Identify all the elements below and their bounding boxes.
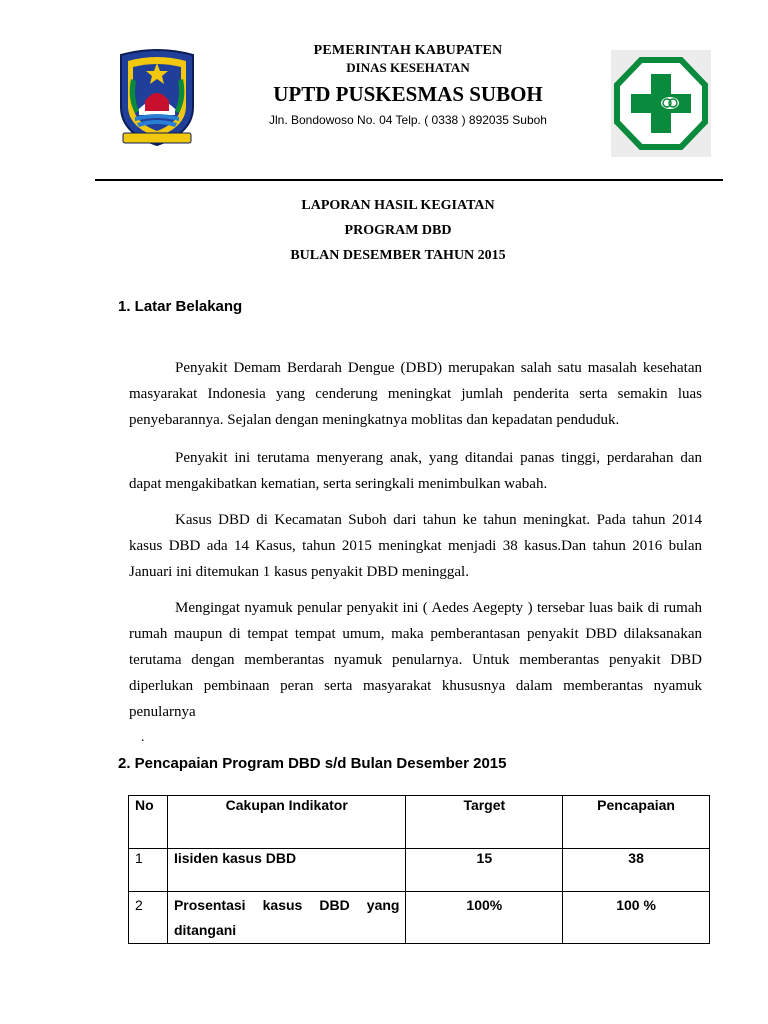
header-no: No	[129, 796, 168, 849]
header-achievement: Pencapaian	[563, 796, 710, 849]
header-agency-line: DINAS KESEHATAN	[346, 60, 470, 75]
header-title: UPTD PUSKESMAS SUBOH	[273, 82, 543, 106]
header-government-line: PEMERINTAH KABUPATEN	[313, 43, 503, 58]
header-divider	[95, 179, 723, 181]
paragraph-2: Penyakit ini terutama menyerang anak, yang ditandai panas tinggi, perdarahan dan dapat mengakibatkan kematian, serta seringkali menimbulkan wabah.	[129, 450, 702, 492]
report-title-line1: LAPORAN HASIL KEGIATAN	[301, 198, 495, 213]
section1-heading: 1. Latar Belakang	[118, 298, 243, 315]
stray-dot: .	[141, 730, 145, 745]
table-row	[129, 892, 710, 944]
paragraph-3: Kasus DBD di Kecamatan Suboh dari tahun ke tahun meningkat. Pada tahun 2014 kasus DBD ada 14 Kasus, tahun 2015 meningkat menjadi 38 kasus.Dan tahun 2016 bulan Januari ini ditemukan 1 kasus penyakit DBD meninggal.	[129, 512, 702, 580]
row1-achievement: 38	[563, 849, 710, 892]
report-title-line2: PROGRAM DBD	[344, 223, 452, 238]
row1-target: 15	[406, 849, 563, 892]
paragraph-1: Penyakit Demam Berdarah Dengue (DBD) merupakan salah satu masalah kesehatan masyarakat Indonesia yang cenderung meningkat jumlah penderita serta semakin luas penyebarannya. Sejalan dengan meningkatnya moblitas dan kepadatan penduduk.	[129, 360, 702, 428]
table-header-row	[129, 796, 710, 849]
report-title-line3: BULAN DESEMBER TAHUN 2015	[290, 248, 506, 263]
row1-indicator: Iisiden kasus DBD	[167, 849, 406, 892]
section2-heading: 2. Pencapaian Program DBD s/d Bulan Desember 2015	[118, 755, 507, 772]
row2-target: 100%	[406, 892, 563, 944]
header-target: Target	[406, 796, 563, 849]
indicator-table	[128, 795, 710, 944]
row1-no: 1	[129, 849, 168, 892]
row2-no: 2	[129, 892, 168, 944]
row2-achievement: 100 %	[563, 892, 710, 944]
table-row	[129, 849, 710, 892]
header-indicator: Cakupan Indikator	[167, 796, 406, 849]
paragraph-4: Mengingat nyamuk penular penyakit ini ( Aedes Aegepty ) tersebar luas baik di rumah rumah maupun di tempat tempat umum, maka pemberantasan penyakit DBD dilaksanakan terutama dengan memberantas nyamuk penularnya. Untuk memberantas penyakit DBD diperlukan pembinaan peran serta masyarakat khususnya dalam memberantas nyamuk penularnya	[129, 600, 702, 720]
row2-indicator: Prosentasi kasus DBD yang ditangani	[167, 892, 406, 944]
header-address: Jln. Bondowoso No. 04 Telp. ( 0338 ) 892035 Suboh	[269, 113, 547, 127]
